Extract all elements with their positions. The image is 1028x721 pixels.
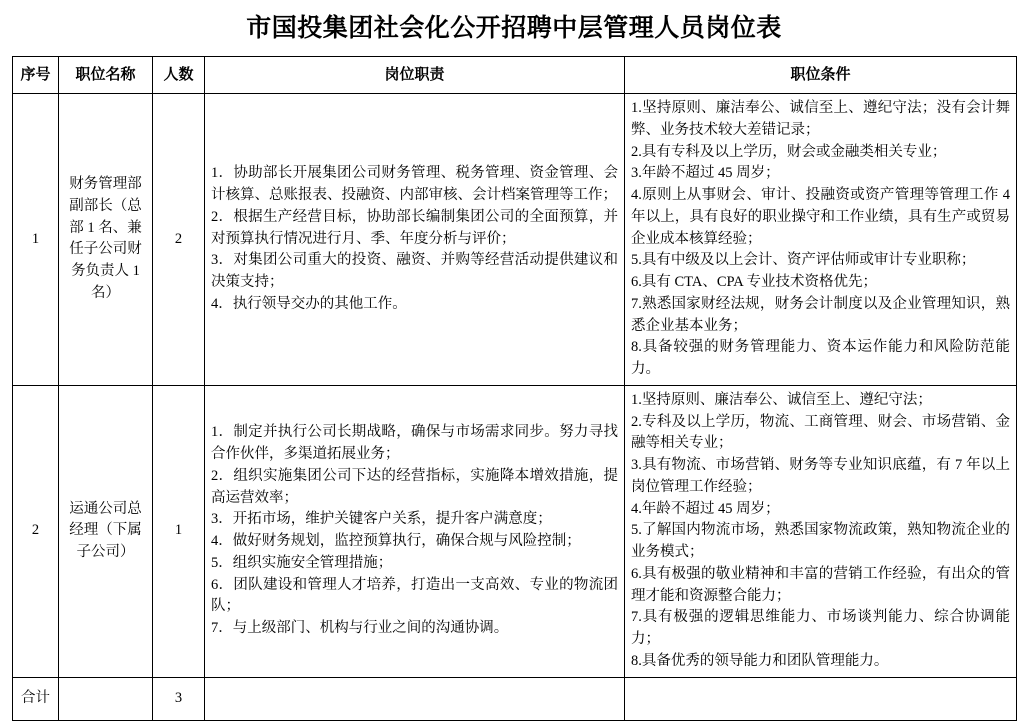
requirement-item: 7.具有极强的逻辑思维能力、市场谈判能力、综合协调能力；: [631, 609, 1010, 647]
requirement-item: 3.具有物流、市场营销、财务等专业知识底蕴，有 7 年以上岗位管理工作经验；: [631, 457, 1010, 495]
requirement-item: 7.熟悉国家财经法规，财务会计制度以及企业管理知识，熟悉企业基本业务；: [631, 295, 1010, 334]
row-headcount: 2: [153, 94, 205, 386]
column-header-requirements: 职位条件: [625, 57, 1017, 94]
requirement-item: 5.具有中级及以上会计、资产评估师或审计专业职称；: [631, 252, 976, 269]
duty-item: 6．团队建设和管理人才培养，打造出一支高效、专业的物流团队；: [211, 576, 618, 615]
row-duties: [205, 94, 625, 386]
duty-item: 4．执行领导交办的其他工作。: [211, 295, 407, 312]
row-duties: [205, 385, 625, 677]
requirement-item: 8.具备优秀的领导能力和团队管理能力。: [631, 652, 889, 669]
duty-item: 4．做好财务规划，监控预算执行，确保合规与风险控制；: [211, 533, 581, 550]
total-headcount: 3: [153, 677, 205, 720]
table-total-row: [13, 677, 1017, 720]
duty-item: 2．组织实施集团公司下达的经营指标，实施降本增效措施，提高运营效率；: [211, 467, 618, 506]
requirement-item: 1.坚持原则、廉洁奉公、诚信至上、遵纪守法；: [631, 391, 932, 408]
column-header-position: 职位名称: [59, 57, 153, 94]
table-row: [13, 94, 1017, 386]
requirement-item: 6.具有极强的敬业精神和丰富的营销工作经验，有出众的管理才能和资源整合能力；: [631, 565, 1010, 604]
requirement-item: 6.具有 CTA、CPA 专业技术资格优先；: [631, 274, 878, 290]
column-header-seq: 序号: [13, 57, 59, 94]
row-sequence: 1: [13, 94, 59, 386]
requirement-item: 8.具备较强的财务管理能力、资本运作能力和风险防范能力。: [631, 339, 1010, 377]
duty-item: 1．协助部长开展集团公司财务管理、税务管理、资金管理、会计核算、总账报表、投融资、内部审核、会计档案管理等工作；: [211, 165, 618, 203]
total-duties-empty: [205, 677, 625, 720]
duty-item: 3．对集团公司重大的投资、融资、并购等经营活动提供建议和决策支持；: [211, 252, 618, 290]
duty-item: 2．根据生产经营目标，协助部长编制集团公司的全面预算，并对预算执行情况进行月、季、年度分析与评价；: [211, 208, 618, 247]
requirement-item: 1.坚持原则、廉洁奉公、诚信至上、遵纪守法；没有会计舞弊、业务技术较大差错记录；: [631, 100, 1010, 138]
row-position-name: 运通公司总经理（下属子公司）: [59, 385, 153, 677]
column-header-count: 人数: [153, 57, 205, 94]
duty-item: 5．组织实施安全管理措施；: [211, 554, 393, 571]
requirement-item: 4.原则上从事财会、审计、投融资或资产管理等管理工作 4 年以上，具有良好的职业操守和工作业绩，具有生产或贸易企业成本核算经验；: [631, 187, 1010, 247]
row-position-name: 财务管理部副部长（总部 1 名、兼任子公司财务负责人 1 名）: [59, 94, 153, 386]
duty-item: 1．制定并执行公司长期战略，确保与市场需求同步。努力寻找合作伙伴，多渠道拓展业务；: [211, 424, 618, 463]
duty-item: 7．与上级部门、机构与行业之间的沟通协调。: [211, 620, 509, 637]
total-label: 合计: [13, 677, 59, 720]
requirement-item: 3.年龄不超过 45 周岁；: [631, 165, 780, 182]
recruitment-table: [12, 56, 1017, 721]
duty-item: 3．开拓市场，维护关键客户关系，提升客户满意度；: [211, 511, 552, 528]
row-requirements: [625, 94, 1017, 386]
total-requirements-empty: [625, 677, 1017, 720]
requirement-item: 2.具有专科及以上学历，财会或金融类相关专业；: [631, 143, 947, 160]
row-sequence: 2: [13, 385, 59, 677]
requirement-item: 5.了解国内物流市场，熟悉国家物流政策，熟知物流企业的业务模式；: [631, 522, 1010, 560]
page-title: 市国投集团社会化公开招聘中层管理人员岗位表: [246, 15, 782, 42]
requirement-item: 2.专科及以上学历，物流、工商管理、财会、市场营销、金融等相关专业；: [631, 413, 1010, 452]
row-headcount: 1: [153, 385, 205, 677]
table-row: [13, 385, 1017, 677]
row-requirements: [625, 385, 1017, 677]
total-position-empty: [59, 677, 153, 720]
table-header-row: [13, 57, 1017, 94]
requirement-item: 4.年龄不超过 45 周岁；: [631, 500, 780, 517]
column-header-duties: 岗位职责: [205, 57, 625, 94]
